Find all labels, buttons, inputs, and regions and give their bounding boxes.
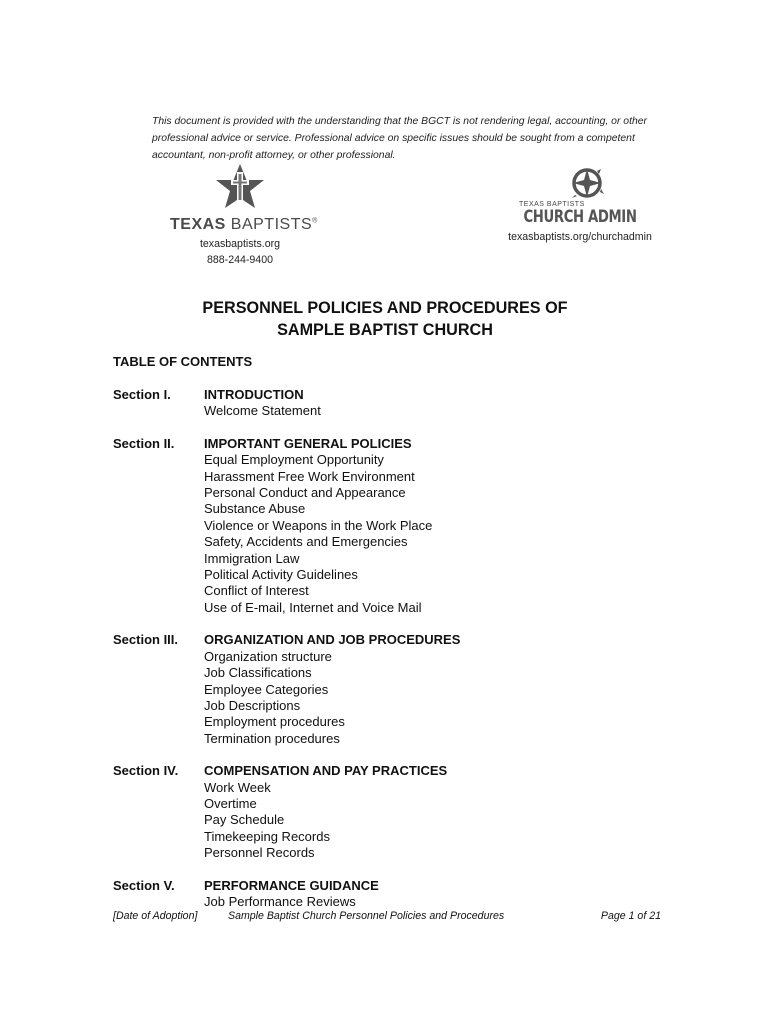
section-title: ORGANIZATION AND JOB PROCEDURES xyxy=(204,632,461,648)
toc-section xyxy=(113,387,673,420)
toc-item: Work Week xyxy=(204,779,271,795)
toc-item: Equal Employment Opportunity xyxy=(204,452,384,468)
church-admin-website: texasbaptists.org/churchadmin xyxy=(508,231,652,243)
toc-item: Violence or Weapons in the Work Place xyxy=(204,517,433,533)
church-admin-small-text: TEXAS BAPTISTS xyxy=(519,201,585,208)
section-label: Section I. xyxy=(113,387,171,402)
star-cross-icon xyxy=(210,162,270,212)
toc-item: Organization structure xyxy=(204,648,332,664)
brand-bold: TEXAS xyxy=(170,216,226,233)
toc-item: Harassment Free Work Environment xyxy=(204,468,415,484)
toc-section xyxy=(113,436,673,616)
section-body xyxy=(204,387,321,420)
toc-item: Employment procedures xyxy=(204,714,345,730)
toc-item: Welcome Statement xyxy=(204,403,321,419)
toc-item: Timekeeping Records xyxy=(204,828,330,844)
section-title: IMPORTANT GENERAL POLICIES xyxy=(204,435,412,451)
compass-icon xyxy=(563,165,613,201)
title-line-2: SAMPLE BAPTIST CHURCH xyxy=(277,321,493,339)
brand-rest: BAPTISTS xyxy=(225,216,313,233)
toc-item: Safety, Accidents and Emergencies xyxy=(204,534,408,550)
toc-item: Termination procedures xyxy=(204,730,340,746)
toc-heading: TABLE OF CONTENTS xyxy=(113,354,253,369)
church-admin-wordmark: CHURCH ADMIN xyxy=(523,207,637,227)
section-body xyxy=(204,436,432,616)
section-label: Section IV. xyxy=(113,763,179,779)
title-line-1: PERSONNEL POLICIES AND PROCEDURES OF xyxy=(202,299,568,317)
texasbaptists-website: texasbaptists.org xyxy=(199,238,281,250)
toc-section xyxy=(113,632,673,747)
toc-item: Personnel Records xyxy=(204,845,315,861)
toc-item: Job Classifications xyxy=(204,665,312,681)
toc-item: Substance Abuse xyxy=(204,501,306,517)
toc-item: Pay Schedule xyxy=(204,812,285,828)
section-label: Section V. xyxy=(113,877,175,893)
section-label: Section III. xyxy=(113,632,179,648)
toc-section xyxy=(113,763,673,861)
toc-item: Political Activity Guidelines xyxy=(204,567,358,583)
texasbaptists-phone: 888-244-9400 xyxy=(207,254,273,266)
texas-baptists-logo xyxy=(170,162,318,268)
church-admin-logo xyxy=(495,165,665,243)
toc-item: Employee Categories xyxy=(204,681,329,697)
section-label: Section II. xyxy=(113,435,175,451)
toc-item: Personal Conduct and Appearance xyxy=(204,485,406,501)
texas-baptists-wordmark xyxy=(170,216,318,234)
registered-mark: ® xyxy=(312,217,318,225)
disclaimer-text: This document is provided with the understanding that the BGCT is not rendering legal, accounting, or other professional advice or service. Professional advice on specific issues should be sought from a competent accountant, non-profit attorney, or other professional. xyxy=(152,116,647,161)
section-title: INTRODUCTION xyxy=(204,387,304,402)
section-body xyxy=(204,878,379,911)
section-body xyxy=(204,763,447,861)
toc-item: Use of E-mail, Internet and Voice Mail xyxy=(204,599,422,615)
section-body xyxy=(204,632,460,747)
toc-item: Overtime xyxy=(204,795,257,811)
toc-item: Immigration Law xyxy=(204,550,300,566)
section-title: COMPENSATION AND PAY PRACTICES xyxy=(204,763,448,779)
footer-page-number: Page 1 of 21 xyxy=(600,910,661,922)
toc-item: Conflict of Interest xyxy=(204,583,309,599)
document-title xyxy=(0,297,770,341)
toc-item: Job Performance Reviews xyxy=(204,893,356,909)
toc-section xyxy=(113,878,673,911)
toc-item: Job Descriptions xyxy=(204,697,301,713)
table-of-contents xyxy=(113,387,673,926)
footer-document-name: Sample Baptist Church Personnel Policies and Procedures xyxy=(228,910,505,922)
section-title: PERFORMANCE GUIDANCE xyxy=(204,877,379,893)
footer-date: [Date of Adoption] xyxy=(113,910,198,922)
